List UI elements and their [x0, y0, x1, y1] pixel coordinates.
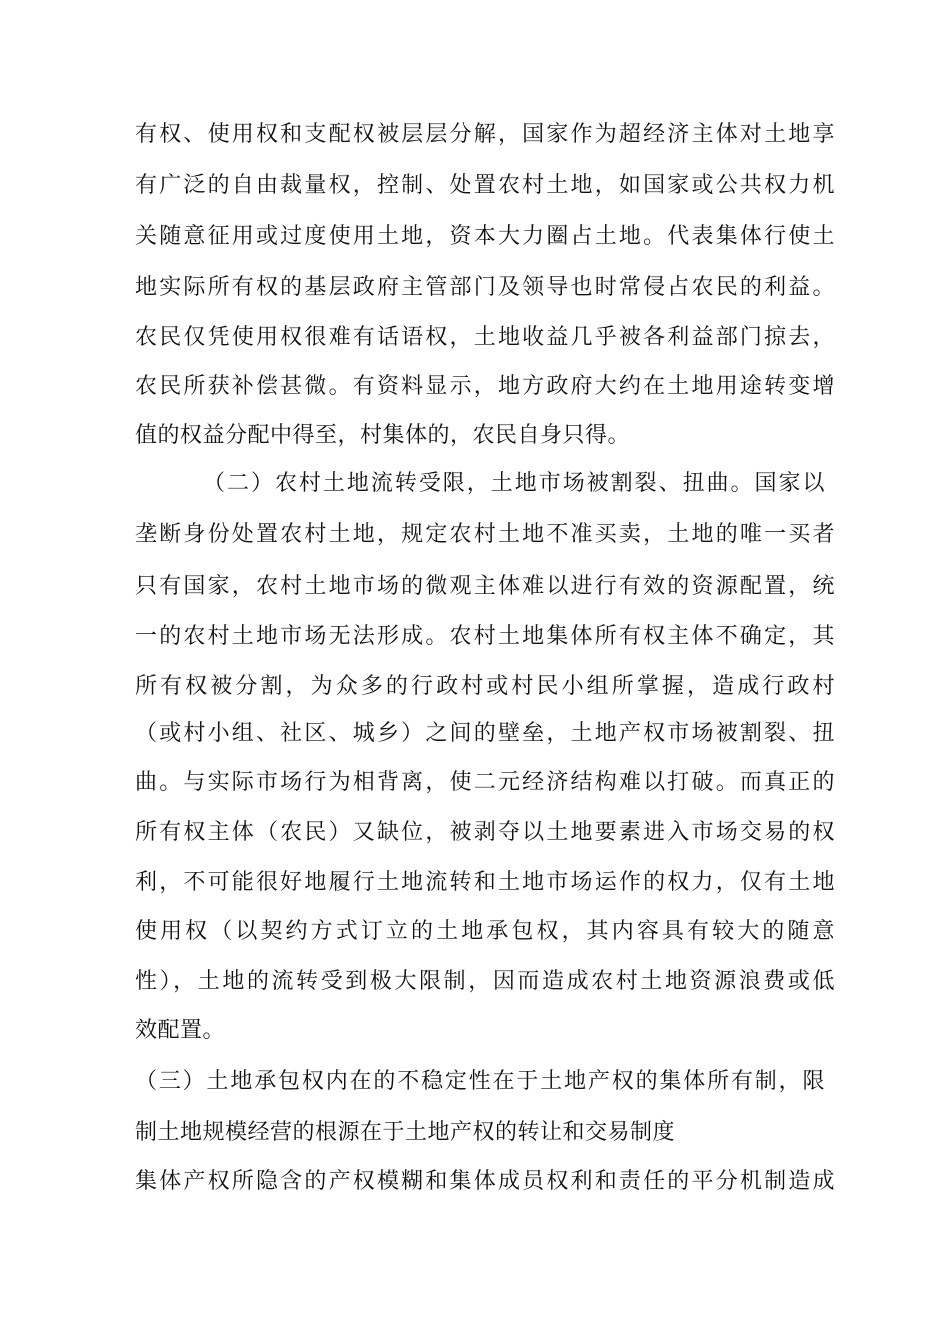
body-line-18: 性），土地的流转受到极大限制，因而造成农村土地资源浪费或低 [135, 969, 835, 994]
body-line-14: 曲。与实际市场行为相背离，使二元经济结构难以打破。而真正的 [135, 770, 835, 795]
body-line-17: 使用权（以契约方式订立的土地承包权，其内容具有较大的随意 [135, 919, 835, 944]
body-line-10: 只有国家，农村土地市场的微观主体难以进行有效的资源配置，统 [135, 574, 835, 599]
section-2-first-line: （二）农村土地流转受限，土地市场被割裂、扭曲。国家以 [203, 471, 825, 496]
body-line-9: 垄断身份处置农村土地，规定农村土地不准买卖，土地的唯一买者 [135, 522, 835, 547]
body-line-15: 所有权主体（农民）又缺位，被剥夺以土地要素进入市场交易的权 [135, 820, 835, 845]
body-line-3: 关随意征用或过度使用土地，资本大力圈占土地。代表集体行使土 [135, 224, 835, 249]
body-line-12: 所有权被分割，为众多的行政村或村民小组所掌握，造成行政村 [135, 674, 835, 699]
body-line-7: 值的权益分配中得至，村集体的，农民自身只得。 [135, 423, 631, 448]
body-line-13: （或村小组、社区、城乡）之间的壁垒，土地产权市场被割裂、扭 [135, 721, 835, 746]
body-line-6: 农民所获补偿甚微。有资料显示，地方政府大约在土地用途转变增 [135, 374, 835, 399]
body-line-16: 利，不可能很好地履行土地流转和土地市场运作的权力，仅有土地 [135, 870, 835, 895]
body-line-19: 效配置。 [135, 1018, 226, 1043]
body-line-11: 一的农村土地市场无法形成。农村土地集体所有权主体不确定，其 [135, 624, 835, 649]
body-line-4: 地实际所有权的基层政府主管部门及领导也时常侵占农民的利益。 [135, 275, 835, 300]
section-3-heading-line-1: （三）土地承包权内在的不稳定性在于土地产权的集体所有制，限 [135, 1069, 825, 1094]
body-line-1: 有权、使用权和支配权被层层分解，国家作为超经济主体对土地享 [135, 122, 835, 147]
body-line-22: 集体产权所隐含的产权模糊和集体成员权利和责任的平分机制造成 [135, 1169, 835, 1194]
body-line-5: 农民仅凭使用权很难有话语权，土地收益几乎被各利益部门掠去， [135, 325, 835, 350]
body-line-2: 有广泛的自由裁量权，控制、处置农村土地，如国家或公共权力机 [135, 173, 835, 198]
section-3-heading-line-2: 制土地规模经营的根源在于土地产权的转让和交易制度 [135, 1120, 676, 1145]
